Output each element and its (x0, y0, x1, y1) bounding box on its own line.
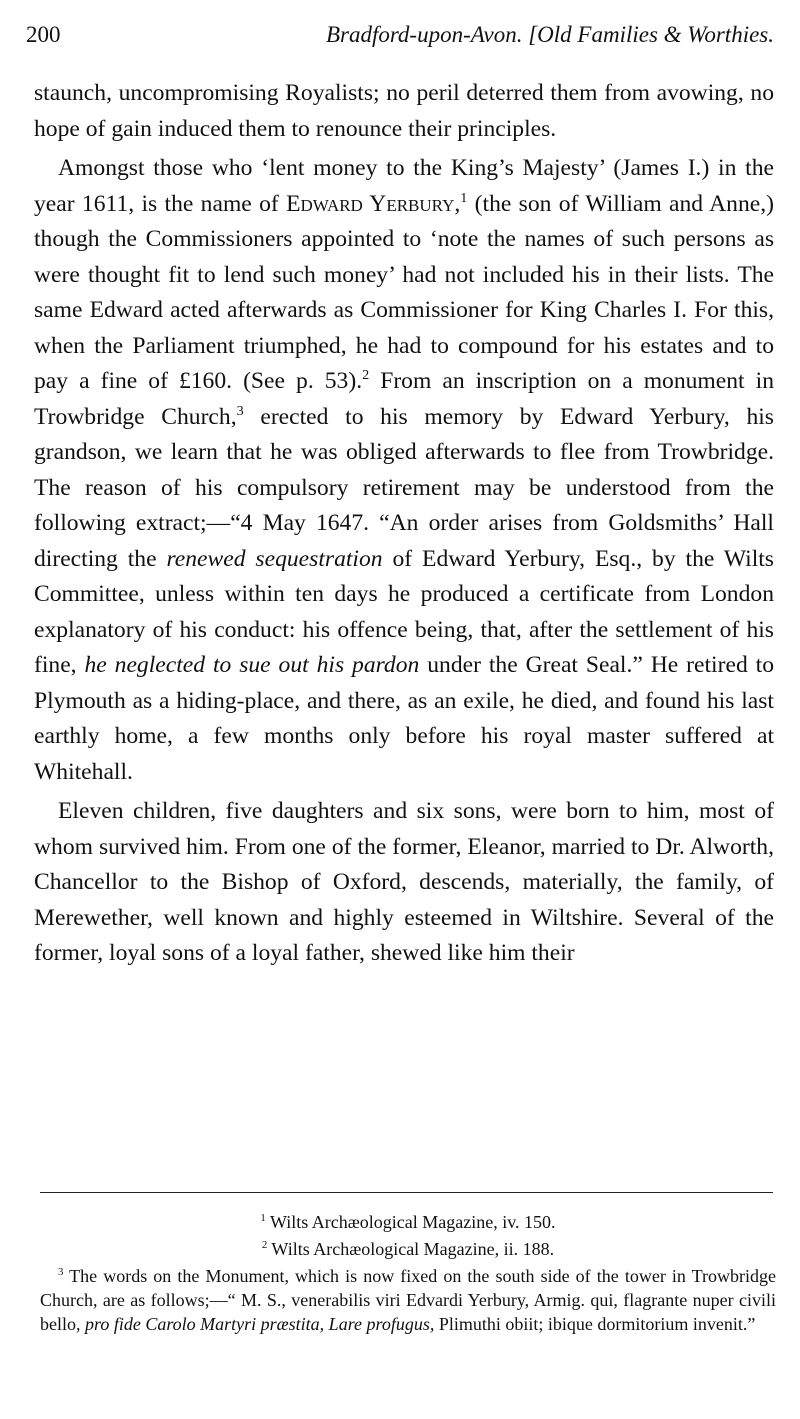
paragraph-text: erected to his memory by Edward Yerbury, his grandson, we learn that he was obliged afterwards to flee from Trowbridge. The reason of his compulsory retirement may be understood from the following extract;—“4 May 1647. “An order arises from Goldsmiths’ Hall directing the (34, 403, 774, 572)
footnote-number: 3 (58, 1266, 64, 1278)
page-number: 200 (26, 22, 61, 47)
footnote-number: 1 (260, 1212, 266, 1224)
italic-phrase: he neglected to sue out his pardon (84, 652, 420, 678)
italic-phrase: renewed sequestration (166, 545, 383, 572)
paragraph-text: (the son of William and Anne,) though the Commissioners appointed to ‘note the names of such persons as were thought fit to lend such money’ had not included his in their lists. The same Edward acted afterwards as Commissioner for King Charles I. For this, when the Parliament triumphed, he had to compound for his estates and to pay a fine of £160. (See p. 53). (34, 190, 774, 394)
footnote-2 (40, 1237, 776, 1261)
running-head: Bradford-upon-Avon. [Old Families & Worthies. (325, 22, 774, 47)
person-name-edward-yerbury: Edward Yerbury, (286, 190, 461, 217)
footnote-number: 2 (261, 1239, 268, 1251)
body-text (34, 76, 774, 972)
paragraph-eleven-children: Eleven children, five daughters and six sons, were born to him, most of whom survived him. From one of the former, Eleanor, married to Dr. Alworth, Chancellor to the Bishop of Oxford, descends, materially, the family, of Merewether, well known and highly esteemed in Wiltshire. Several of the former, loyal sons of a loyal father, shewed like him their (34, 798, 774, 966)
footnote-marker-3: 3 (236, 402, 244, 419)
footnote-3 (40, 1264, 776, 1336)
footnote-text: Plimuthi obiit; ibique dormitorium invenit.” (434, 1314, 756, 1334)
footnotes (40, 1210, 776, 1339)
page-header (26, 18, 774, 52)
paragraph-text: under the Great Seal.” He retired to Plymouth as a hiding-place, and there, as an exile, he died, and found his last earthly home, a few months only before his royal master suffered at Whitehall. (34, 652, 774, 785)
paragraph-edward-yerbury (34, 151, 774, 790)
footnote-marker-1: 1 (460, 189, 468, 206)
paragraph-text: of Edward Yerbury, Esq., by the Wilts Committee, unless within ten days he produced a certificate from London explanatory of his conduct: his offence being, that, after the settlement of his fine, (34, 545, 774, 678)
paragraph-continuation: staunch, uncompromising Royalists; no peril deterred them from avowing, no hope of gain induced them to renounce their principles. (34, 80, 774, 142)
italic-phrase: pro fide Carolo Martyri præstita, Lare profugus, (85, 1314, 435, 1334)
paragraph-text: From an inscription on a monument in Trowbridge Church, (34, 368, 774, 430)
footnote-1 (40, 1210, 776, 1234)
footnote-marker-2: 2 (362, 367, 370, 384)
footnote-divider (40, 1192, 773, 1193)
footnote-text: The words on the Monument, which is now fixed on the south side of the tower in Trowbridge Church, are as follows;—“ M. S., venerabilis viri Edvardi Yerbury, Armig. qui, flagrante nuper civili bello, (40, 1266, 776, 1334)
footnote-text: Wilts Archæological Magazine, iv. 150. (265, 1212, 556, 1232)
footnote-text: Wilts Archæological Magazine, ii. 188. (267, 1239, 555, 1259)
paragraph-text: Amongst those who ‘lent money to the King’s Majesty’ (James I.) in the year 1611, is the name of (34, 155, 774, 217)
